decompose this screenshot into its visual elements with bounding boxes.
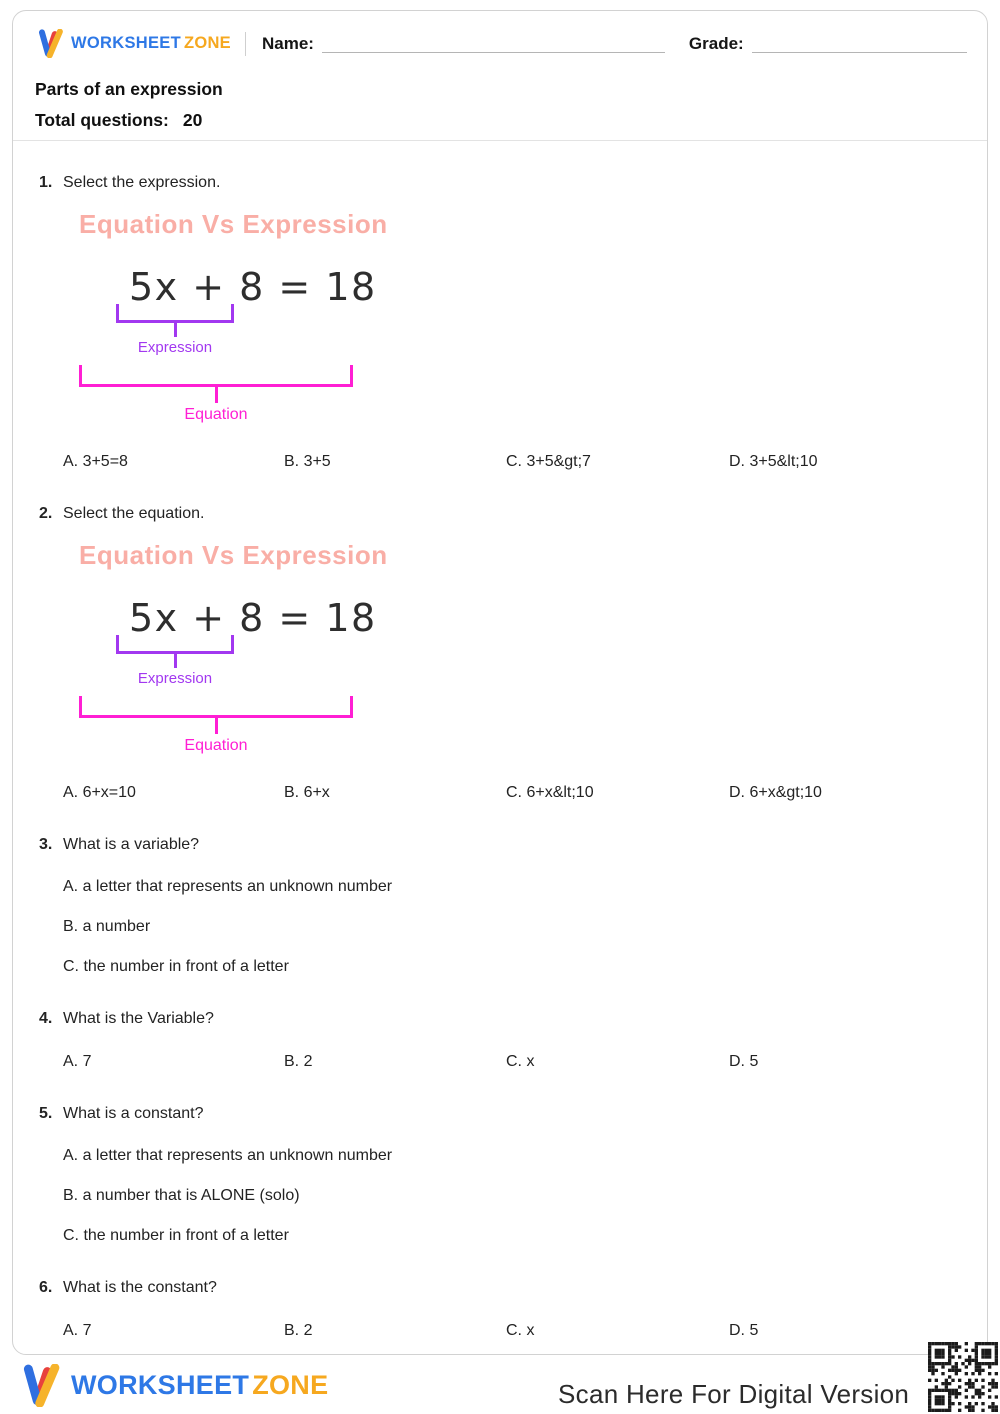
worksheet-card <box>12 10 988 1355</box>
option-d: D. 5 <box>729 1053 759 1070</box>
question-list <box>13 141 987 1340</box>
option-c: C. the number in front of a letter <box>63 958 289 975</box>
question-number: 1. <box>39 174 53 191</box>
scan-here-text: Scan Here For Digital Version <box>558 1379 910 1409</box>
option-c: C. the number in front of a letter <box>63 1227 289 1244</box>
expression-tick <box>174 323 177 337</box>
worksheetzone-logo-icon <box>18 1364 64 1407</box>
footer-worksheetzone-logo <box>18 1364 328 1407</box>
question-header <box>39 1278 963 1297</box>
question-text: Select the expression. <box>63 174 221 191</box>
question-text: Select the equation. <box>63 505 205 522</box>
options-row <box>63 452 963 471</box>
equation-brace <box>79 696 353 718</box>
option-b: B. 6+x <box>284 784 330 801</box>
figure-equation: 5x + 8 = 18 <box>129 265 377 309</box>
question-header <box>39 1104 963 1123</box>
question-3 <box>39 835 963 976</box>
question-4 <box>39 1009 963 1071</box>
option-c: C. 6+x&lt;10 <box>506 784 594 801</box>
option-a: A. 7 <box>63 1322 92 1339</box>
option-b: B. a number that is ALONE (solo) <box>63 1187 300 1204</box>
brand-zone: ZONE <box>252 1370 329 1400</box>
question-text: What is a constant? <box>63 1105 204 1122</box>
equation-brace-group <box>79 696 353 755</box>
option-c: C. 3+5&gt;7 <box>506 453 591 470</box>
worksheet-title: Parts of an expression <box>35 79 223 99</box>
qr-code <box>928 1342 998 1412</box>
brand-zone: ZONE <box>183 34 231 52</box>
equation-brace-group <box>79 365 353 424</box>
question-number: 4. <box>39 1010 53 1027</box>
question-1 <box>39 173 963 471</box>
options-row <box>63 783 963 802</box>
question-header <box>39 173 963 192</box>
total-questions-value: 20 <box>182 110 203 130</box>
option-a: A. 7 <box>63 1053 92 1070</box>
option-b: B. a number <box>63 918 151 935</box>
question-number: 5. <box>39 1105 53 1122</box>
option-b: B. 2 <box>284 1053 313 1070</box>
question-header <box>39 1009 963 1028</box>
total-questions-label: Total questions: <box>35 110 169 130</box>
equation-label: Equation <box>184 406 248 423</box>
equation-label: Equation <box>184 737 248 754</box>
question-number: 2. <box>39 505 53 522</box>
worksheetzone-logo-icon <box>35 29 66 58</box>
grade-blank-line <box>752 52 967 53</box>
equation-brace <box>79 365 353 387</box>
expression-label: Expression <box>137 339 213 356</box>
question-text: What is a variable? <box>63 836 200 853</box>
option-a: A. a letter that represents an unknown number <box>63 1147 393 1164</box>
question-5 <box>39 1104 963 1245</box>
worksheetzone-logo <box>35 29 231 58</box>
option-a: A. 6+x=10 <box>63 784 136 801</box>
option-d: D. 6+x&gt;10 <box>729 784 822 801</box>
name-label: Name: <box>262 33 314 53</box>
brand-text <box>71 1370 328 1401</box>
expression-tick <box>174 654 177 668</box>
option-a: A. a letter that represents an unknown number <box>63 878 393 895</box>
grade-label: Grade: <box>688 33 744 53</box>
option-c: C. x <box>506 1053 535 1070</box>
options-row <box>63 1052 963 1071</box>
option-a: A. 3+5=8 <box>63 453 128 470</box>
total-questions <box>35 110 987 131</box>
figure-title: Equation Vs Expression <box>79 209 388 239</box>
card-header <box>13 11 987 58</box>
equation-tick <box>215 387 218 403</box>
figure-title: Equation Vs Expression <box>79 540 388 570</box>
expression-brace-group <box>116 635 234 688</box>
question-2 <box>39 504 963 802</box>
options-list <box>63 1146 963 1245</box>
options-row <box>63 1321 963 1340</box>
header-divider-pipe <box>245 32 246 56</box>
question-text: What is the Variable? <box>63 1010 214 1027</box>
name-blank-line <box>322 52 665 53</box>
question-number: 6. <box>39 1279 53 1296</box>
brand-worksheet: WORKSHEET <box>71 1370 250 1400</box>
question-text: What is the constant? <box>63 1279 217 1296</box>
expression-brace <box>116 635 234 654</box>
question-number: 3. <box>39 836 53 853</box>
question-header <box>39 504 963 523</box>
question-header <box>39 835 963 854</box>
option-d: D. 5 <box>729 1322 759 1339</box>
option-b: B. 2 <box>284 1322 313 1339</box>
brand-worksheet: WORKSHEET <box>71 34 181 52</box>
expression-brace-group <box>116 304 234 357</box>
equation-vs-expression-figure <box>79 208 399 424</box>
figure-equation: 5x + 8 = 18 <box>129 596 377 640</box>
expression-label: Expression <box>137 670 213 687</box>
equation-tick <box>215 718 218 734</box>
options-list <box>63 877 963 976</box>
option-d: D. 3+5&lt;10 <box>729 453 818 470</box>
question-6 <box>39 1278 963 1340</box>
equation-vs-expression-figure <box>79 539 399 755</box>
option-c: C. x <box>506 1322 535 1339</box>
expression-brace <box>116 304 234 323</box>
brand-text <box>71 34 231 53</box>
option-b: B. 3+5 <box>284 453 331 470</box>
